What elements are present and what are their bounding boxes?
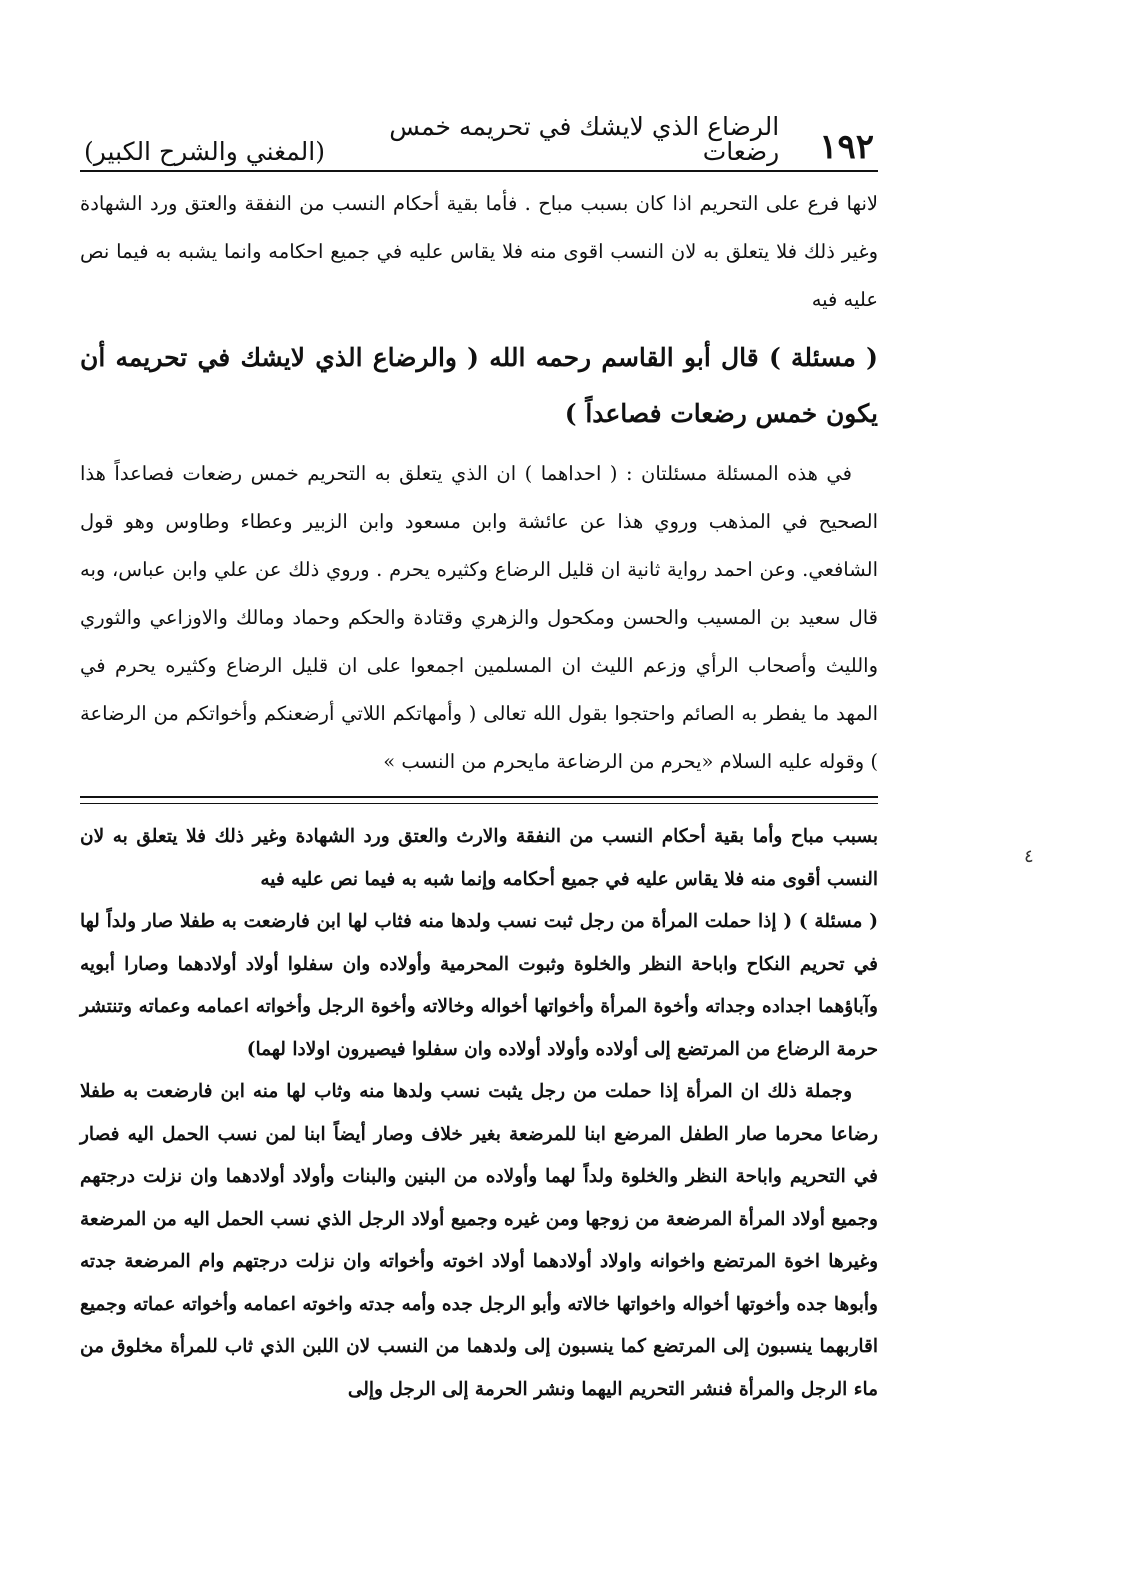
lower-paragraph-1: بسبب مباح وأما بقية أحكام النسب من النفقة والارث والعتق ورد الشهادة وغير ذلك فلا يتعلق به لان النسب أقوى منه فلا يقاس عليه في جميع أحكامه وإنما شبه به فيما نص عليه فيه: [80, 826, 878, 890]
book-title: (المغني والشرح الكبير): [84, 137, 325, 166]
header-rule: [80, 170, 878, 172]
main-paragraph-2: في هذه المسئلة مسئلتان : ( احداهما ) ان الذي يتعلق به التحريم خمس رضعات فصاعداً هذا الصحيح في المذهب وروي هذا عن عائشة وابن مسعود وابن الزبير وعطاء وطاوس وهو قول الشافعي. وعن احمد رواية ثانية ان قليل الرضاع وكثيره يحرم . وروي ذلك عن علي وابن عباس، وبه قال سعيد بن المسيب والحسن ومكحول والزهري وقتادة والحكم وحماد ومالك والاوزاعي والثوري والليث وأصحاب الرأي وزعم الليث ان المسلمين اجمعوا على ان قليل الرضاع وكثيره يحرم في المهد ما يفطر به الصائم واحتجوا بقول الله تعالى ( وأمهاتكم اللاتي أرضعنكم وأخواتكم من الرضاعة ) وقوله عليه السلام «يحرم من الرضاعة مايحرم من النسب »: [80, 462, 878, 773]
margin-note-mark: ٤: [1024, 846, 1034, 867]
page-number: ١٩٢: [819, 127, 874, 167]
lower-masala-paragraph: ( مسئلة ) ( إذا حملت المرأة من رجل ثبت نسب ولدها منه فثاب لها ابن فارضعت به طفلا صار ولداً لها في تحريم النكاح واباحة النظر والخلوة وثبوت المحرمية وأولاده وان سفلوا أولاد أولادهما وصارا أبويه وآباؤهما اجداده وجداته وأخوة المرأة وأخواتها أخواله وخالاته وأخوة الرجل وأخواته اعمامه وعماته وتنتشر حرمة الرضاع من المرتضع إلى أولاده وأولاد أولاده وان سفلوا فيصيرون اولادا لهما): [80, 911, 878, 1060]
masala-heading: ( مسئلة ) قال أبو القاسم رحمه الله ( والرضاع الذي لايشك في تحريمه أن يكون خمس رضعات فصاعداً ): [80, 343, 878, 428]
main-paragraph-1: لانها فرع على التحريم اذا كان بسبب مباح . فأما بقية أحكام النسب من النفقة والعتق ورد الشهادة وغير ذلك فلا يتعلق به لان النسب اقوى منه فلا يقاس عليه في جميع احكامه وانما يشبه به فيما نص عليه فيه: [80, 192, 878, 311]
running-title: الرضاع الذي لايشك في تحريمه خمس رضعات: [389, 112, 780, 166]
page: [80, 112, 878, 1411]
lower-paragraph-3: وجملة ذلك ان المرأة إذا حملت من رجل يثبت نسب ولدها منه وثاب لها منه ابن فارضعت به طفلا رضاعا محرما صار الطفل المرضع ابنا للمرضعة بغير خلاف وصار أيضاً ابنا لمن نسب الحمل اليه فصار في التحريم واباحة النظر والخلوة ولداً لهما وأولاده من البنين والبنات وأولاد أولادهما وان نزلت درجتهم وجميع أولاد المرأة المرضعة من زوجها ومن غيره وجميع أولاد الرجل الذي نسب الحمل اليه من المرضعة وغيرها اخوة المرتضع واخوانه واولاد أولادهما أولاد اخوته وأخواته وان نزلت درجتهم وام المرضعة جدته وأبوها جده وأخوتها أخواله واخواتها خالاته وأبو الرجل جده وأمه جدته واخوته اعمامه وأخواته عماته وجميع اقاربهما ينسبون إلى المرتضع كما ينسبون إلى ولدهما من النسب لان اللبن الذي ثاب للمرأة مخلوق من ماء الرجل والمرأة فنشر التحريم اليهما ونشر الحرمة إلى الرجل وإلى: [80, 1081, 878, 1400]
page-header: [80, 112, 878, 167]
section-divider: [80, 796, 878, 804]
